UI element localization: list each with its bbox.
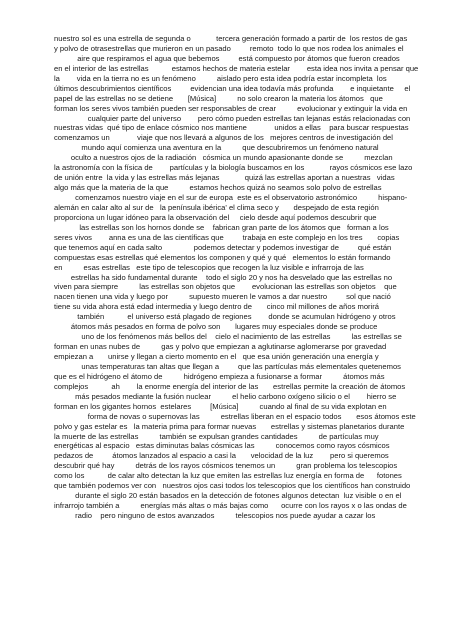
- text-line: pedazos de átomos lanzados al espacio a casi la velocidad de la luz pero si queremos: [54, 451, 389, 461]
- text-line: papel de las estrellas no se detiene [Música] no solo crearon la materia los átomos que: [54, 93, 383, 103]
- text-line: alemán en calar alto al sur de la península ibérica' el clima seco y despejado de esta región: [54, 202, 379, 212]
- text-line: seres vivos anna es una de las científicas que trabaja en este complejo en los tres copias: [54, 232, 400, 242]
- text-line: forman en unas nubes de gas y polvo que empiezan a aglutinarse aglomerarse por gravedad: [54, 342, 387, 352]
- text-line: uno de los fenómenos más bellos del cielo el nacimiento de las estrellas las estrellas se: [54, 332, 402, 342]
- text-line: aire que respiramos el agua que bebemos está compuesto por átomos que fueron creados: [54, 53, 400, 63]
- text-line: que es el hidrógeno el átomo de hidrógeno empieza a fusionarse a formar átomos más: [54, 371, 385, 381]
- document-body: [54, 34, 450, 521]
- text-line: descubrir qué hay detrás de los rayos cósmicos tenemos un gran problema los telescopios: [54, 461, 398, 471]
- text-line: átomos más pesados en forma de polvo son lugares muy especiales donde se produce: [54, 322, 378, 332]
- text-line: las estrellas son los hornos donde se fabrican gran parte de los átomos que forman a los: [54, 222, 389, 232]
- text-line: comenzamos nuestro viaje en el sur de europa este es el observatorio astronómico hispano-: [54, 193, 408, 202]
- text-line: también el universo está plagado de regiones donde se acumulan hidrógeno y otros: [54, 312, 396, 322]
- text-line: nuestras vidas qué tipo de enlace cósmico nos mantiene unidos a ellas para buscar respuestas: [54, 123, 409, 133]
- text-line: estrellas ha sido fundamental durante todo el siglo 20 y nos ha desvelado que las estrellas no: [54, 272, 393, 282]
- text-line: últimos descubrimientos científicos evidencian una idea todavía más profunda e inquietante el: [54, 83, 411, 93]
- text-line: que también podemos ver con nuestros ojos casi todos los telescopios que los científicos han construido: [54, 481, 411, 491]
- text-line: complejos ah la enorme energía del interior de las estrellas permite la creación de átomos: [54, 381, 406, 391]
- text-line: polvo y gas estelar es la materia prima para formar nuevas estrellas y sistemas planetarios durante: [54, 421, 405, 431]
- text-line: como los de calar alto detectan la luz que emiten las estrellas luz energía en forma de fotones: [54, 471, 402, 481]
- text-line: que tenemos aquí en cada salto podemos detectar y podemos investigar de qué están: [54, 242, 392, 252]
- text-line: durante el siglo 20 están basados en la detección de fotones algunos detectan luz visible o en el: [54, 491, 402, 501]
- text-line: forma de novas o supernovas las estrellas liberan en el espacio todos esos átomos este: [54, 411, 416, 421]
- text-line: nacen tienen una vida y luego por supuesto mueren le vamos a dar nuestro sol que nació: [54, 292, 391, 302]
- text-line: empiezan a unirse y llegan a cierto momento en el que esa unión generación una energía y: [54, 352, 379, 361]
- text-line: algo más que la materia de la que estamos hechos quizá no seamos solo polvo de estrellas: [54, 183, 382, 193]
- text-line: de unión entre la vida y las estrellas más lejanas quizá las estrellas aportan a nuestras vidas: [54, 173, 395, 183]
- text-line: unas temperaturas tan altas que llegan a que las partículas más elementales quetenemos: [54, 361, 401, 371]
- text-line: forman en los gigantes hornos estelares [Música] cuando al final de su vida explotan en: [54, 401, 387, 411]
- text-line: infrarrojo también a energías más altas o más bajas como ocurre con los rayos x o las ondas de: [54, 501, 407, 511]
- text-line: viven para siempre las estrellas son objetos que evolucionan las estrellas son objetos que: [54, 282, 397, 292]
- text-line: forman los seres vivos también pueden ser responsables de crear evolucionar y extinguir la vida en: [54, 103, 408, 113]
- text-line: cualquier parte del universo pero cómo pueden estrellas tan lejanas estás relacionadas con: [54, 113, 411, 123]
- text-line: proporciona un lugar idóneo para la observación del cielo desde aquí podemos descubrir que: [54, 212, 377, 222]
- text-line: energéticas al espacio estas diminutas balas cósmicas las conocemos como rayos cósmicos: [54, 441, 390, 451]
- text-line: oculto a nuestros ojos de la radiación cósmica un mundo apasionante donde se mezclan: [54, 153, 393, 163]
- text-line: tiene su vida ahora está edad intermedia y luego dentro de cinco mil millones de años morirá: [54, 302, 380, 312]
- text-line: mundo aquí comienza una aventura en la que descubriremos un fenómeno natural: [54, 143, 379, 153]
- text-line: nuestro sol es una estrella de segunda o tercera generación formado a partir de los restos de gas: [54, 34, 408, 43]
- text-line: la vida en la tierra no es un fenómeno aislado pero esta idea podría estar incompleta los: [54, 73, 387, 83]
- text-line: la astronomía con la física de partículas y la biología buscamos en los rayos cósmicos ese lazo: [54, 163, 413, 173]
- text-line: y polvo de otrasestrellas que murieron en un pasado remoto todo lo que nos rodea los animales el: [54, 43, 404, 53]
- text-line: comenzamos un viaje que nos llevará a algunos de los mejores centros de investigación del: [54, 133, 393, 143]
- text-line: radio pero ninguno de estos avanzados telescopios nos puede ayudar a cazar los: [54, 511, 376, 520]
- text-line: en el interior de las estrellas estamos hechos de materia estelar esta idea nos invita a pensar que: [54, 63, 419, 73]
- text-line: en esas estrellas este tipo de telescopios que recogen la luz visible e infrarroja de las: [54, 262, 364, 272]
- text-line: la muerte de las estrellas también se expulsan grandes cantidades de partículas muy: [54, 431, 379, 441]
- text-line: más pesados mediante la fusión nuclear el helio carbono oxígeno silicio o el hierro se: [54, 391, 397, 401]
- text-line: compuestas esas estrellas qué elementos los componen y qué y qué elementos lo están formando: [54, 252, 391, 262]
